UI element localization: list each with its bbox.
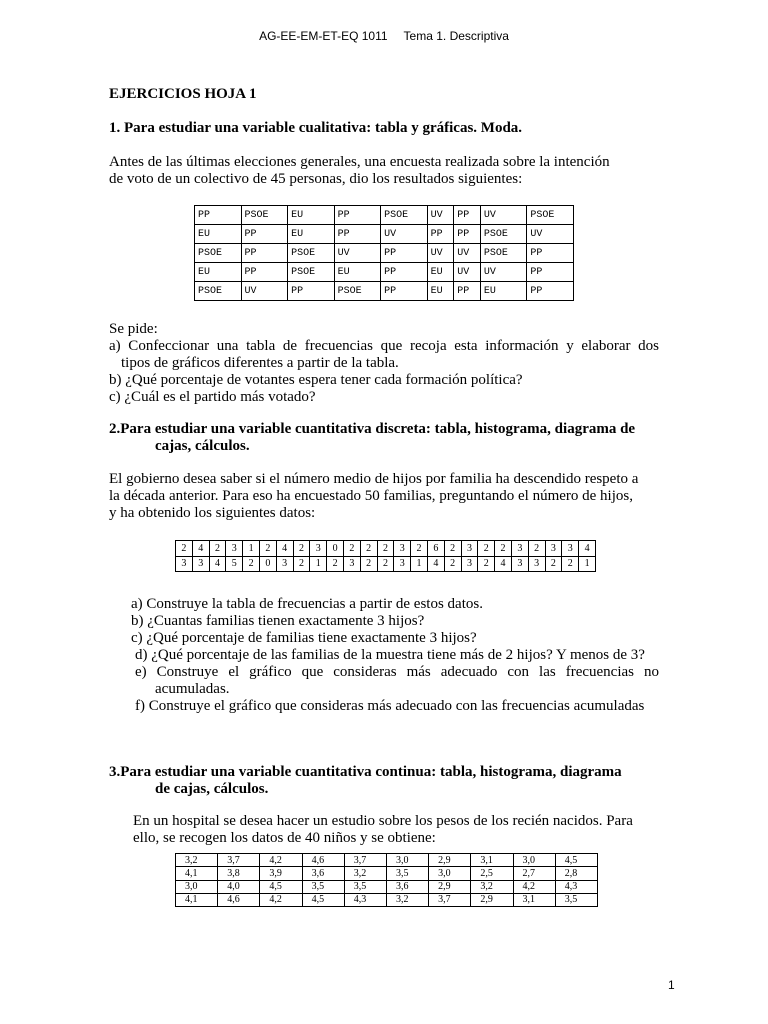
table-cell: 4,1 [176,893,218,906]
table-cell: EU [480,282,527,301]
table-row [176,541,596,557]
table-cell: 2 [243,556,260,572]
table-cell: 4,2 [260,893,302,906]
table-cell: PP [288,282,335,301]
question-line: a) Construye la tabla de frecuencias a partir de estos datos. [131,596,483,612]
question-line: f) Construye el gráfico que consideras más adecuado con las frecuencias acumuladas [135,698,645,714]
page-number: 1 [668,978,675,992]
intro-line: El gobierno desea saber si el número medio de hijos por familia ha descendido respeto a [109,471,639,487]
table-cell: 2 [377,556,394,572]
table-cell: 3,2 [344,867,386,880]
table-cell: 5 [226,556,243,572]
question-line: a) Confeccionar una tabla de frecuencias que recoja esta información y elaborar dos [109,338,659,354]
table-cell: 2 [444,541,461,557]
table-cell: PSOE [381,206,428,225]
table-cell: 2,7 [513,867,555,880]
ex3-heading [109,764,659,798]
table-cell: UV [241,282,288,301]
table-cell: PP [241,244,288,263]
table-row [195,244,574,263]
page-header [0,29,768,43]
intro-line: y ha obtenido los siguientes datos: [109,505,316,521]
intro-line: En un hospital se desea hacer un estudio sobre los pesos de los recién nacidos. Para [133,813,633,829]
heading-line: de cajas, cálculos. [155,781,269,797]
heading-line: cajas, cálculos. [155,438,250,454]
table-cell: UV [381,225,428,244]
table-cell: 2 [360,556,377,572]
table-cell: 2 [293,556,310,572]
table-cell: 4 [276,541,293,557]
question-line: tipos de gráficos diferentes a partir de la tabla. [121,355,399,371]
table-cell: 2,5 [471,867,513,880]
table-cell: 3,2 [176,854,218,867]
table-cell: UV [427,244,454,263]
table-cell: 3,7 [218,854,260,867]
table-cell: 3,1 [513,893,555,906]
table-cell: 4 [427,556,444,572]
question-line: c) ¿Qué porcentaje de familias tiene exactamente 3 hijos? [131,630,477,646]
table-cell: 2 [293,541,310,557]
table-cell: 4,5 [302,893,344,906]
table-cell: UV [334,244,381,263]
table-cell: 3,1 [471,854,513,867]
table-cell: PSOE [241,206,288,225]
table-cell: 2 [343,541,360,557]
table-cell: PP [454,206,481,225]
ex1-intro [109,154,659,188]
ex2-questions [109,596,659,715]
table-cell: PP [195,206,242,225]
weights-table [175,853,598,907]
table-cell: 4,6 [302,854,344,867]
votes-table [194,205,574,301]
table-cell: 2,9 [429,854,471,867]
table-cell: 3 [192,556,209,572]
table-cell: 3 [511,556,528,572]
table-cell: 3 [511,541,528,557]
table-cell: EU [427,282,454,301]
table-cell: EU [334,263,381,282]
table-cell: 3 [176,556,193,572]
table-cell: UV [454,263,481,282]
table-cell: 6 [427,541,444,557]
table-cell: 3,0 [513,854,555,867]
table-cell: UV [480,263,527,282]
table-cell: 4 [192,541,209,557]
table-cell: 2 [411,541,428,557]
table-cell: PP [241,225,288,244]
table-cell: PSOE [334,282,381,301]
table-cell: PP [527,263,574,282]
table-cell: UV [454,244,481,263]
table-cell: PP [427,225,454,244]
table-cell: 2 [444,556,461,572]
children-table [175,540,596,572]
table-cell: 3,0 [176,880,218,893]
table-cell: 3,5 [302,880,344,893]
ex1-heading: 1. Para estudiar una variable cualitativa: tabla y gráficas. Moda. [109,120,523,136]
table-cell: 3 [276,556,293,572]
table-cell: 3,0 [429,867,471,880]
question-line: c) ¿Cuál es el partido más votado? [109,389,316,405]
table-cell: 2 [478,541,495,557]
table-cell: EU [427,263,454,282]
table-cell: 2 [176,541,193,557]
table-cell: 2 [327,556,344,572]
se-pide-label: Se pide: [109,321,158,337]
table-cell: 2 [495,541,512,557]
table-cell: 2 [545,556,562,572]
table-cell: PSOE [480,225,527,244]
table-row [195,282,574,301]
table-cell: PSOE [195,282,242,301]
table-cell: 3 [343,556,360,572]
table-cell: PP [381,263,428,282]
table-cell: 3 [226,541,243,557]
table-cell: UV [527,225,574,244]
table-cell: 4,3 [344,893,386,906]
question-line: e) Construye el gráfico que consideras más adecuado con las frecuencias no acumuladas. [135,664,659,697]
table-cell: 3 [394,556,411,572]
table-cell: 4,0 [218,880,260,893]
table-cell: 3,5 [555,893,597,906]
table-cell: PP [334,206,381,225]
table-cell: PP [381,244,428,263]
intro-line: ello, se recogen los datos de 40 niños y se obtiene: [133,830,436,846]
table-cell: 2 [528,541,545,557]
table-cell: 3 [562,541,579,557]
table-cell: PP [381,282,428,301]
table-cell: 3,8 [218,867,260,880]
heading-line: 3.Para estudiar una variable cuantitativa continua: tabla, histograma, diagrama [109,764,622,780]
table-cell: 1 [310,556,327,572]
question-line: d) ¿Qué porcentaje de las familias de la muestra tiene más de 2 hijos? Y menos de 3? [135,647,645,663]
course-code: AG-EE-EM-ET-EQ 1011 [259,29,388,43]
table-row [176,854,598,867]
table-cell: 2 [377,541,394,557]
table-cell: 1 [243,541,260,557]
table-cell: 1 [411,556,428,572]
table-cell: 3,6 [302,867,344,880]
ex2-intro [109,471,659,522]
table-row [195,225,574,244]
table-cell: PP [527,282,574,301]
table-cell: 3,7 [429,893,471,906]
table-cell: 3,5 [386,867,428,880]
table-cell: 3 [545,541,562,557]
table-cell: 4,5 [555,854,597,867]
table-cell: 2,8 [555,867,597,880]
table-cell: 4,2 [513,880,555,893]
heading-line: 2.Para estudiar una variable cuantitativa discreta: tabla, histograma, diagrama de [109,421,636,437]
table-cell: PSOE [288,263,335,282]
table-cell: 3,7 [344,854,386,867]
table-row [195,263,574,282]
table-cell: PP [241,263,288,282]
table-cell: 1 [579,556,596,572]
question-line: b) ¿Qué porcentaje de votantes espera tener cada formación política? [109,372,523,388]
table-cell: PP [334,225,381,244]
table-cell: EU [195,263,242,282]
table-cell: 3,2 [471,880,513,893]
table-cell: 2,9 [471,893,513,906]
ex1-intro-line: de voto de un colectivo de 45 personas, dio los resultados siguientes: [109,171,523,187]
table-cell: 4,5 [260,880,302,893]
table-cell: 3 [461,556,478,572]
table-cell: 2 [478,556,495,572]
table-cell: 0 [259,556,276,572]
table-cell: 3 [461,541,478,557]
table-cell: PSOE [527,206,574,225]
table-cell: EU [288,206,335,225]
table-cell: EU [195,225,242,244]
table-row [195,206,574,225]
table-cell: UV [427,206,454,225]
table-cell: 4 [495,556,512,572]
table-cell: 3,5 [344,880,386,893]
question-line: b) ¿Cuantas familias tienen exactamente 3 hijos? [131,613,425,629]
table-cell: 3,2 [386,893,428,906]
table-cell: PSOE [480,244,527,263]
table-cell: EU [288,225,335,244]
intro-line: la década anterior. Para eso ha encuestado 50 familias, preguntando el número de hijos, [109,488,633,504]
topic-title: Tema 1. Descriptiva [403,29,509,43]
table-cell: 0 [327,541,344,557]
ex1-questions [109,321,659,406]
table-cell: PSOE [288,244,335,263]
table-cell: 4,6 [218,893,260,906]
table-cell: 3 [310,541,327,557]
table-cell: 2 [562,556,579,572]
ex1-intro-line: Antes de las últimas elecciones generales, una encuesta realizada sobre la intención [109,154,610,170]
table-cell: PP [527,244,574,263]
table-row [176,880,598,893]
table-cell: 4 [579,541,596,557]
table-cell: 2 [259,541,276,557]
table-row [176,867,598,880]
table-cell: PSOE [195,244,242,263]
table-cell: 4,3 [555,880,597,893]
ex2-heading [109,421,659,455]
table-cell: 3,0 [386,854,428,867]
table-cell: 3,9 [260,867,302,880]
table-cell: 4 [209,556,226,572]
table-cell: 2,9 [429,880,471,893]
table-cell: UV [480,206,527,225]
sheet-title: EJERCICIOS HOJA 1 [109,86,257,102]
table-row [176,893,598,906]
table-cell: PP [454,225,481,244]
table-cell: 2 [209,541,226,557]
table-cell: PP [454,282,481,301]
table-cell: 4,1 [176,867,218,880]
table-row [176,556,596,572]
table-cell: 3 [528,556,545,572]
table-cell: 3,6 [386,880,428,893]
table-cell: 3 [394,541,411,557]
table-cell: 4,2 [260,854,302,867]
ex3-intro [133,813,659,847]
table-cell: 2 [360,541,377,557]
